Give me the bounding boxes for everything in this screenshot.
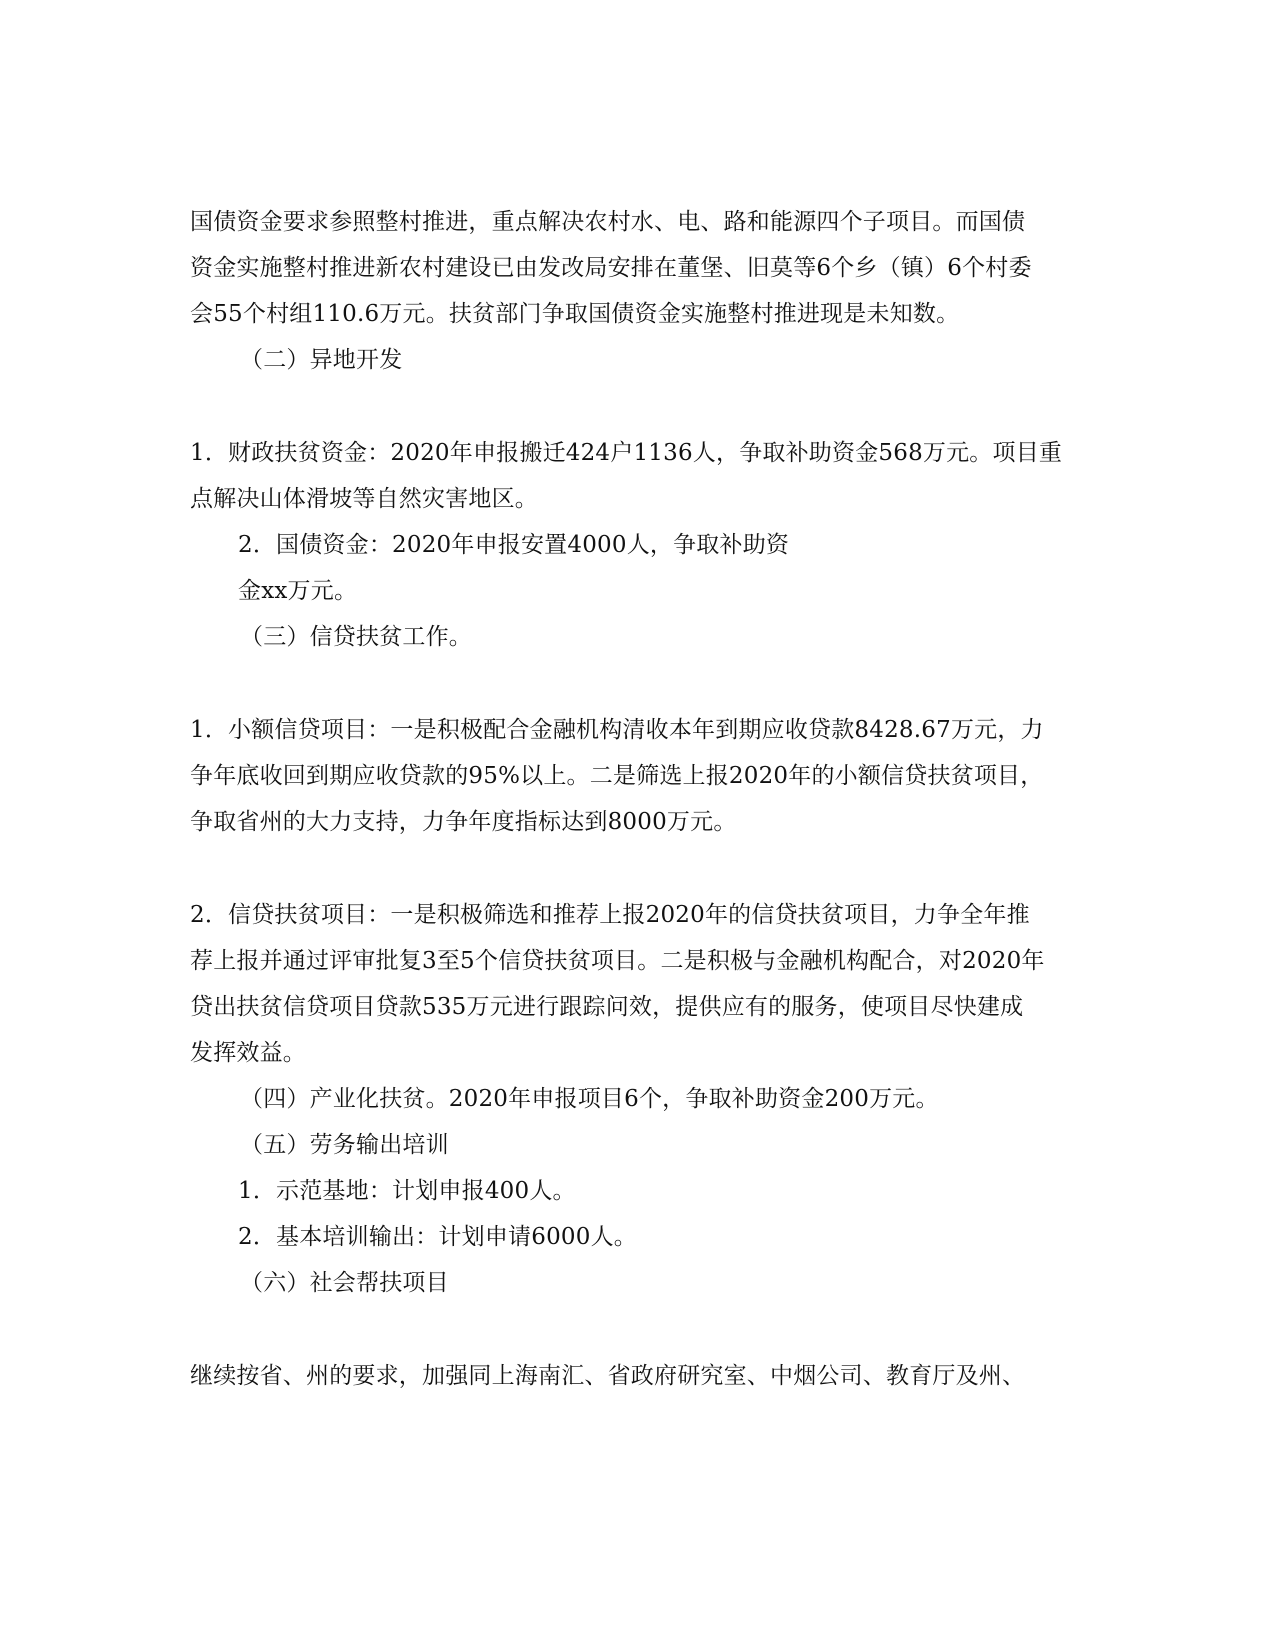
paragraph-line: 国债资金要求参照整村推进，重点解决农村水、电、路和能源四个子项目。而国债 (190, 209, 1026, 235)
list-item-continuation: 金xx万元。 (238, 578, 358, 604)
list-item: 2．基本培训输出：计划申请6000人。 (238, 1224, 637, 1250)
paragraph-line: 争取省州的大力支持，力争年度指标达到8000万元。 (190, 809, 737, 835)
section-heading: （四）产业化扶贫。2020年申报项目6个，争取补助资金200万元。 (240, 1086, 939, 1112)
paragraph-line: 会55个村组110.6万元。扶贫部门争取国债资金实施整村推进现是未知数。 (190, 301, 960, 327)
section-heading: （六）社会帮扶项目 (240, 1270, 449, 1296)
paragraph-line: 继续按省、州的要求，加强同上海南汇、省政府研究室、中烟公司、教育厅及州、 (190, 1363, 1026, 1389)
paragraph-line: 1．财政扶贫资金：2020年申报搬迁424户1136人，争取补助资金568万元。项目重 (190, 440, 1063, 466)
paragraph-line: 荐上报并通过评审批复3至5个信贷扶贫项目。二是积极与金融机构配合，对2020年 (190, 948, 1045, 974)
paragraph-line: 2．信贷扶贫项目：一是积极筛选和推荐上报2020年的信贷扶贫项目，力争全年推 (190, 902, 1030, 928)
paragraph-line: 贷出扶贫信贷项目贷款535万元进行跟踪问效，提供应有的服务，使项目尽快建成 (190, 994, 1024, 1020)
section-heading: （二）异地开发 (240, 347, 403, 373)
paragraph-line: 1．小额信贷项目：一是积极配合金融机构清收本年到期应收贷款8428.67万元，力 (190, 717, 1044, 743)
paragraph-line: 发挥效益。 (190, 1040, 306, 1066)
section-heading: （五）劳务输出培训 (240, 1132, 449, 1158)
list-item: 2．国债资金：2020年申报安置4000人，争取补助资 (238, 532, 790, 558)
list-item: 1．示范基地：计划申报400人。 (238, 1178, 576, 1204)
paragraph-line: 资金实施整村推进新农村建设已由发改局安排在董堡、旧莫等6个乡（镇）6个村委 (190, 255, 1032, 281)
paragraph-line: 点解决山体滑坡等自然灾害地区。 (190, 486, 538, 512)
paragraph-line: 争年底收回到期应收贷款的95%以上。二是筛选上报2020年的小额信贷扶贫项目， (190, 763, 1044, 789)
section-heading: （三）信贷扶贫工作。 (240, 624, 472, 650)
